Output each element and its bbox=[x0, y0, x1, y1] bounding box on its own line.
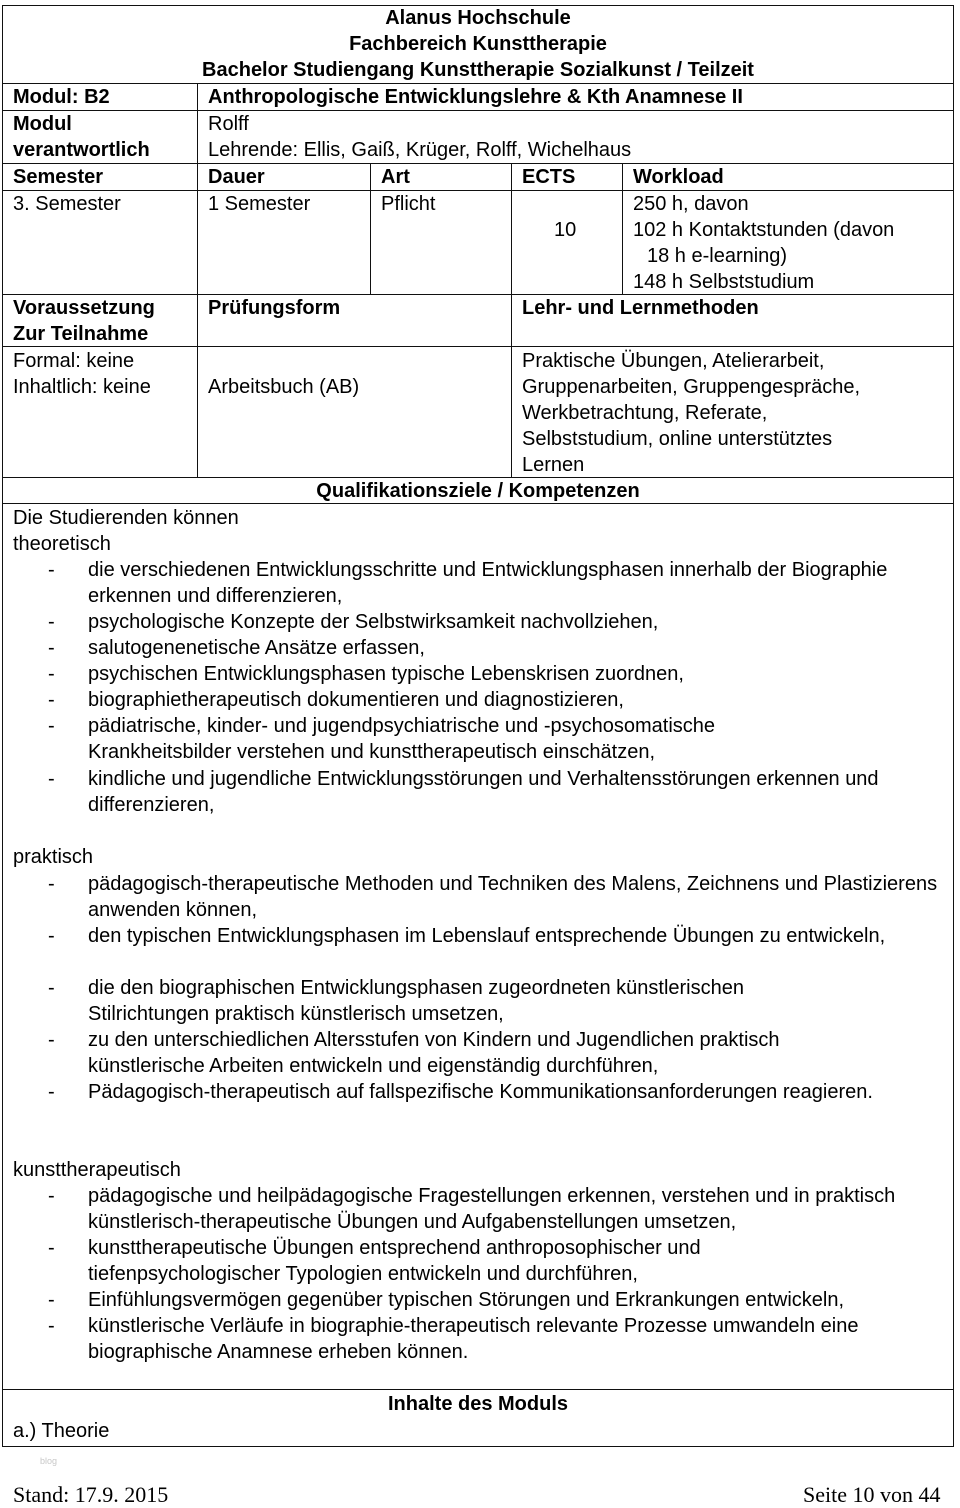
header-semester: Semester bbox=[13, 166, 104, 188]
table-border-right bbox=[953, 5, 954, 1447]
column-divider bbox=[622, 163, 623, 294]
theoretisch-item: die verschiedenen Entwicklungsschritte und Entwicklungsphasen innerhalb der Biographie erkennen und differenzieren, bbox=[88, 559, 888, 607]
formal-value: Formal: keine bbox=[13, 350, 135, 372]
theoretisch-item: pädiatrische, kinder- und jugendpsychiatrische und -psychosomatische Krankheitsbilder verstehen und kunsttherapeutisch einschätzen, bbox=[88, 715, 716, 763]
qualifikation-title: Qualifikationsziele / Kompetenzen bbox=[316, 480, 640, 502]
voraussetzung-label: Voraussetzung bbox=[13, 297, 155, 319]
list-dash: - bbox=[48, 1289, 55, 1311]
program-title: Bachelor Studiengang Kunsttherapie Sozialkunst / Teilzeit bbox=[202, 59, 754, 81]
modul-label: Modul: B2 bbox=[13, 86, 110, 108]
dauer-value: 1 Semester bbox=[208, 193, 311, 215]
theoretisch-item: kindliche und jugendliche Entwicklungsstörungen und Verhaltensstörungen erkennen und differenzieren, bbox=[88, 768, 879, 816]
inhaltlich-value: Inhaltlich: keine bbox=[13, 376, 151, 398]
pruefungsform-value: Arbeitsbuch (AB) bbox=[208, 376, 360, 398]
header-art: Art bbox=[381, 166, 410, 188]
footer-page-number: Seite 10 von 44 bbox=[803, 1482, 941, 1507]
watermark: blog bbox=[40, 1456, 58, 1466]
inhalte-title: Inhalte des Moduls bbox=[387, 1393, 569, 1415]
column-divider bbox=[370, 163, 371, 294]
list-dash: - bbox=[48, 873, 55, 895]
methoden-label: Lehr- und Lernmethoden bbox=[522, 297, 759, 319]
list-dash: - bbox=[48, 1081, 55, 1103]
table-border-left bbox=[2, 5, 3, 1447]
modul-title: Anthropologische Entwicklungslehre & Kth Anamnese II bbox=[208, 86, 743, 108]
list-dash: - bbox=[48, 689, 55, 711]
praktisch-item: pädagogisch-therapeutische Methoden und Techniken des Malens, Zeichnens und Plastizierens anwenden können, bbox=[88, 873, 938, 921]
verantwortlich-value: Rolff bbox=[208, 113, 249, 135]
semester-value: 3. Semester bbox=[13, 193, 121, 215]
list-dash: - bbox=[48, 715, 55, 737]
kunsttherapeutisch-item: kunsttherapeutische Übungen entsprechend anthroposophischer und tiefenpsychologischer Typologien entwickeln und durchführen, bbox=[88, 1237, 701, 1285]
column-divider bbox=[511, 163, 512, 477]
theoretisch-item: psychischen Entwicklungsphasen typische Lebenskrisen zuordnen, bbox=[88, 663, 684, 685]
kunsttherapeutisch-item: künstlerische Verläufe in biographie-therapeutisch relevante Prozesse umwandeln eine biographische Anamnese erheben können. bbox=[88, 1315, 859, 1363]
list-dash: - bbox=[48, 611, 55, 633]
rule bbox=[2, 163, 954, 164]
praktisch-item: den typischen Entwicklungsphasen im Lebenslauf entsprechende Übungen zu entwickeln, bbox=[88, 925, 886, 947]
methoden-line: Lernen bbox=[522, 454, 585, 476]
methoden-line: Selbststudium, online unterstütztes bbox=[522, 428, 833, 450]
theoretisch-label: theoretisch bbox=[13, 533, 111, 555]
methoden-line: Gruppenarbeiten, Gruppengespräche, bbox=[522, 376, 861, 398]
praktisch-item: zu den unterschiedlichen Altersstufen von Kindern und Jugendlichen praktisch künstlerische Arbeiten entwickeln und eigenständig durchführen, bbox=[88, 1029, 780, 1077]
inhalte-theorie: a.) Theorie bbox=[13, 1420, 110, 1442]
footer-date: Stand: 17.9. 2015 bbox=[13, 1482, 169, 1507]
header-workload: Workload bbox=[633, 166, 724, 188]
verantwortlich-label: verantwortlich bbox=[13, 139, 150, 161]
institution-title: Alanus Hochschule bbox=[385, 7, 571, 29]
list-dash: - bbox=[48, 977, 55, 999]
workload-line: 250 h, davon bbox=[633, 193, 749, 215]
art-value: Pflicht bbox=[381, 193, 436, 215]
praktisch-item: die den biographischen Entwicklungsphasen zugeordneten künstlerischen Stilrichtungen praktisch künstlerisch umsetzen, bbox=[88, 977, 744, 1025]
lehrende-value: Lehrende: Ellis, Gaiß, Krüger, Rolff, Wichelhaus bbox=[208, 139, 632, 161]
header-dauer: Dauer bbox=[208, 166, 265, 188]
rule bbox=[2, 1389, 954, 1390]
workload-line: 148 h Selbststudium bbox=[633, 271, 815, 293]
workload-line: 102 h Kontaktstunden (davon bbox=[633, 219, 895, 241]
list-dash: - bbox=[48, 1237, 55, 1259]
theoretisch-item: psychologische Konzepte der Selbstwirksamkeit nachvollziehen, bbox=[88, 611, 659, 633]
rule bbox=[2, 190, 954, 191]
table-border-bottom bbox=[2, 1446, 954, 1447]
kunsttherapeutisch-label: kunsttherapeutisch bbox=[13, 1159, 181, 1181]
list-dash: - bbox=[48, 1185, 55, 1207]
list-dash: - bbox=[48, 1315, 55, 1337]
list-dash: - bbox=[48, 559, 55, 581]
list-dash: - bbox=[48, 768, 55, 790]
verantwortlich-label: Modul bbox=[13, 113, 72, 135]
kunsttherapeutisch-item: Einfühlungsvermögen gegenüber typischen Störungen und Erkrankungen entwickeln, bbox=[88, 1289, 845, 1311]
kunsttherapeutisch-item: pädagogische und heilpädagogische Fragestellungen erkennen, verstehen und in praktisch künstlerisch-therapeutische Übungen und Aufgabenstellungen umsetzen, bbox=[88, 1185, 896, 1233]
department-title: Fachbereich Kunsttherapie bbox=[349, 33, 607, 55]
methoden-line: Werkbetrachtung, Referate, bbox=[522, 402, 768, 424]
ects-value: 10 bbox=[554, 219, 577, 241]
rule bbox=[2, 110, 954, 111]
praktisch-item: Pädagogisch-therapeutisch auf fallspezifische Kommunikationsanforderungen reagieren. bbox=[88, 1081, 873, 1103]
methoden-line: Praktische Übungen, Atelierarbeit, bbox=[522, 350, 825, 372]
praktisch-label: praktisch bbox=[13, 846, 94, 868]
list-dash: - bbox=[48, 637, 55, 659]
list-dash: - bbox=[48, 663, 55, 685]
pruefungsform-label: Prüfungsform bbox=[208, 297, 341, 319]
list-dash: - bbox=[48, 925, 55, 947]
theoretisch-item: salutogenenetische Ansätze erfassen, bbox=[88, 637, 425, 659]
voraussetzung-label: Zur Teilnahme bbox=[13, 323, 149, 345]
list-dash: - bbox=[48, 1029, 55, 1051]
workload-line: 18 h e-learning) bbox=[647, 245, 788, 267]
column-divider bbox=[197, 83, 198, 477]
header-ects: ECTS bbox=[522, 166, 576, 188]
theoretisch-item: biographietherapeutisch dokumentieren und diagnostizieren, bbox=[88, 689, 624, 711]
qualifikation-intro: Die Studierenden können bbox=[13, 507, 239, 529]
